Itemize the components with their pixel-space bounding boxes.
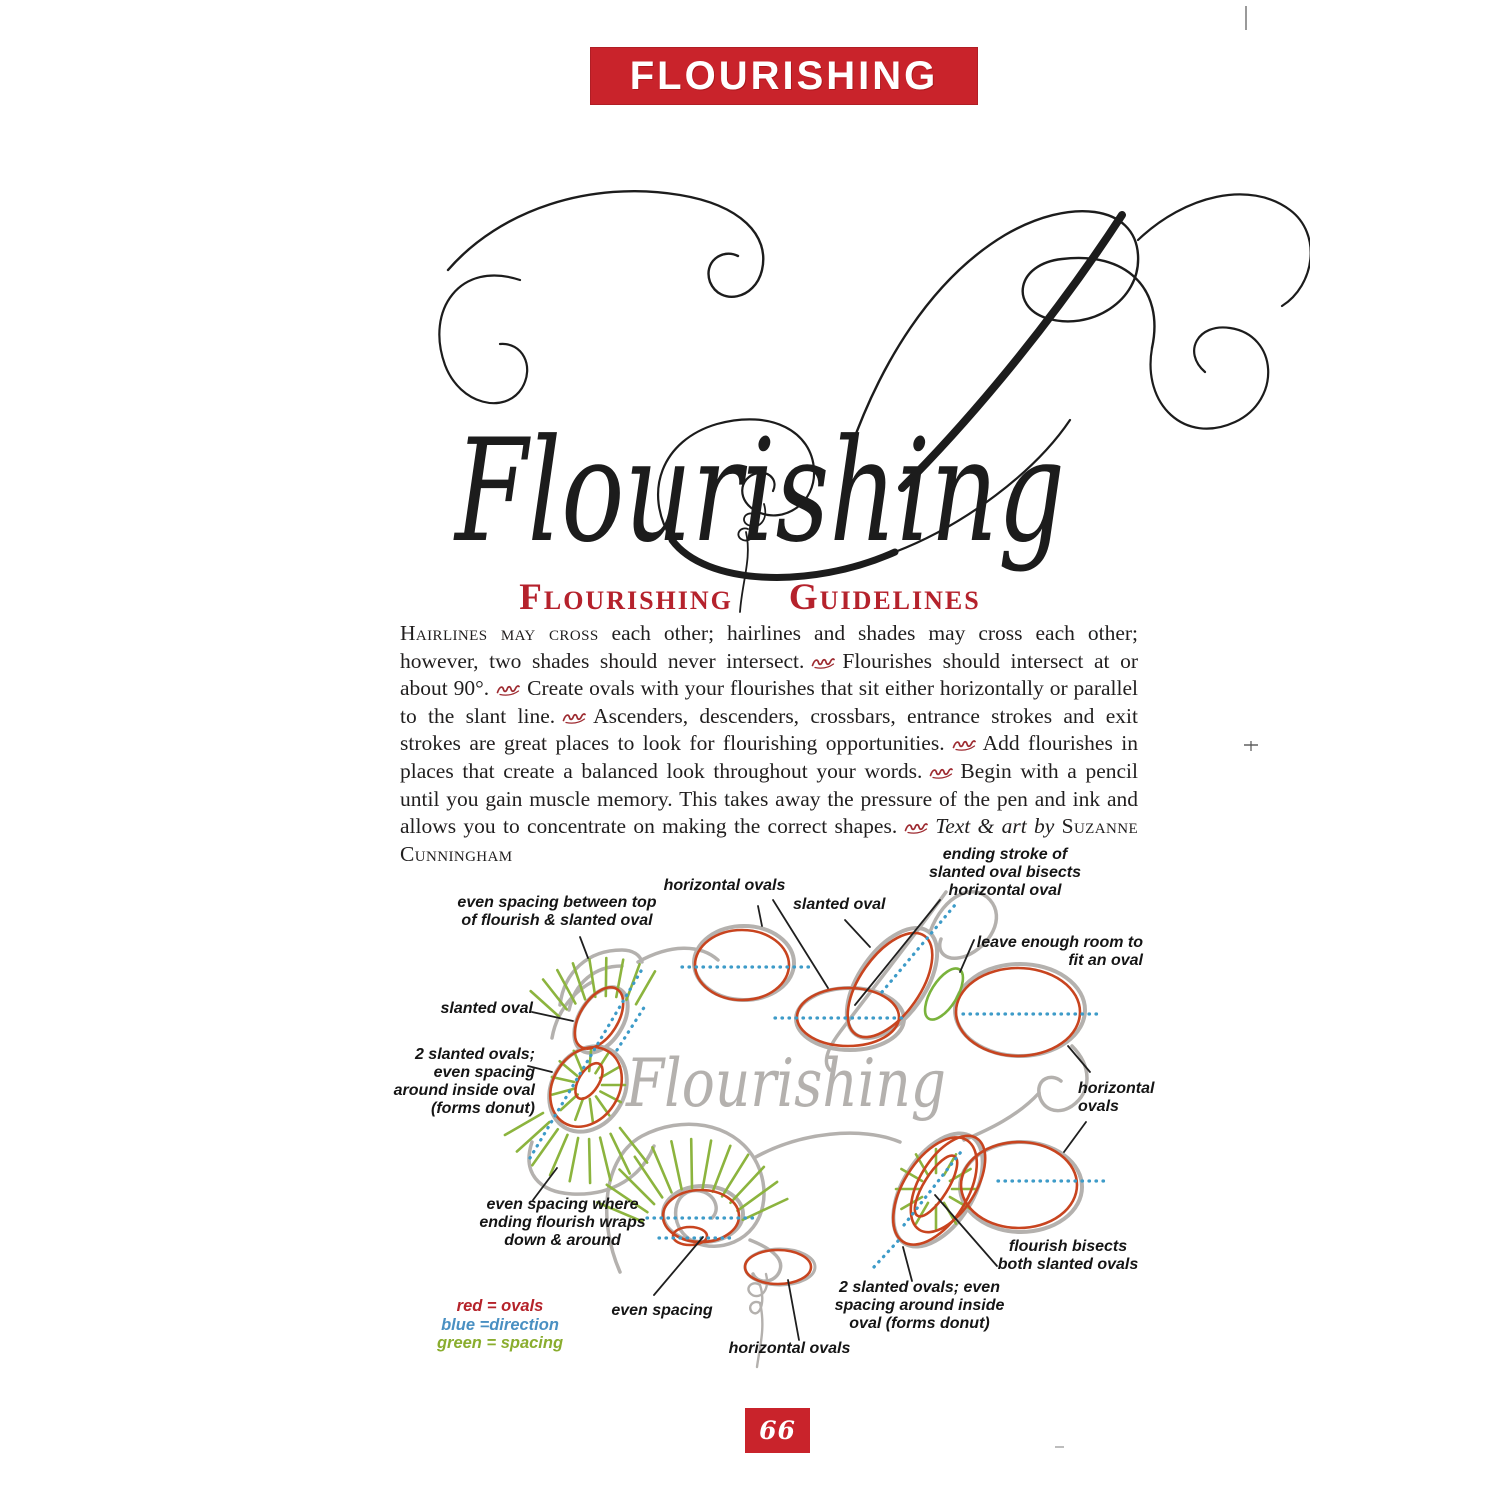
credit-name: Suzanne Cunningham	[400, 814, 1139, 866]
heading-word-flourishing: Flourishing	[519, 577, 733, 618]
label-slanted-oval-top: slanted oval	[793, 896, 886, 913]
label-slanted-oval-left: slanted oval	[440, 1000, 533, 1017]
guidelines-paragraph	[400, 620, 1138, 868]
flourish-dinkus-icon	[811, 656, 835, 669]
legend-blue: blue =direction	[441, 1315, 559, 1334]
label-wrap-around: even spacing where ending flourish wraps down & around	[479, 1196, 646, 1249]
label-leave-room: leave enough room to fit an oval	[976, 934, 1143, 969]
flourish-dinkus-icon	[562, 711, 586, 724]
flourish-dinkus-icon	[904, 821, 928, 834]
legend-green: green = spacing	[436, 1334, 564, 1352]
paragraph-lead: Hairlines may cross	[400, 621, 599, 645]
flourish-dinkus-icon	[952, 738, 976, 751]
section-heading	[0, 576, 1500, 619]
sentence-5: Add flourishes in places that create a balanced look throughout your words.	[400, 731, 1138, 783]
label-even-spacing-top: even spacing between top of flourish & slanted oval	[457, 894, 657, 929]
diagram-script-word: Flourishing	[625, 1045, 946, 1122]
label-two-slanted-right: 2 slanted ovals; even spacing around inside oval (forms donut)	[834, 1279, 1005, 1332]
label-horizontal-ovals-top: horizontal ovals	[663, 877, 786, 894]
label-flourish-bisects: flourish bisects both slanted ovals	[997, 1238, 1139, 1273]
sentence-4: Ascenders, descenders, crossbars, entrance strokes and exit strokes are great places to look for flourishing opportunities.	[400, 703, 1138, 756]
calligraphy-artwork	[370, 120, 1310, 640]
heading-word-guidelines: Guidelines	[788, 577, 981, 618]
scan-artifact-plus	[1244, 738, 1258, 752]
label-ending-stroke: ending stroke of slanted oval bisects horizontal oval	[928, 846, 1082, 899]
horizontal-oval	[956, 968, 1080, 1056]
flourish-dinkus-icon	[929, 766, 953, 779]
chapter-banner	[590, 47, 978, 105]
scan-artifact-line	[1245, 6, 1247, 30]
page-number-box	[745, 1408, 810, 1453]
label-horizontal-ovals-bottom: horizontal ovals	[728, 1340, 851, 1357]
horizontal-oval	[695, 930, 789, 1000]
sentence-6: Begin with a pencil until you gain muscle memory. This takes away the pressure of the pen and ink and allows you to concentrate on making the correct shapes.	[400, 758, 1138, 839]
color-legend	[420, 1297, 580, 1353]
calligraphy-flourish-strokes	[439, 191, 1310, 612]
page-number: 66	[759, 1416, 796, 1445]
sentence-2: Flourishes should intersect at or about 90°.	[400, 648, 1138, 701]
credit-prefix: Text & art by	[935, 814, 1055, 839]
legend-red: red = ovals	[456, 1297, 544, 1315]
sentence-1: each other; hairlines and shades may cross each other; however, two shades should never intersect.	[400, 621, 1138, 673]
flourish-dinkus-icon	[496, 683, 520, 696]
label-even-spacing: even spacing	[611, 1302, 713, 1319]
sentence-3: Create ovals with your flourishes that sit either horizontally or parallel to the slant line.	[400, 676, 1138, 728]
script-title-word: Flourishing	[452, 409, 1065, 574]
label-two-slanted-left: 2 slanted ovals; even spacing around inside oval (forms donut)	[393, 1046, 535, 1117]
label-horizontal-ovals-right: horizontal ovals	[1078, 1080, 1155, 1115]
chapter-banner-label: FLOURISHING	[629, 53, 939, 98]
scan-artifact-dash	[1055, 1446, 1064, 1448]
